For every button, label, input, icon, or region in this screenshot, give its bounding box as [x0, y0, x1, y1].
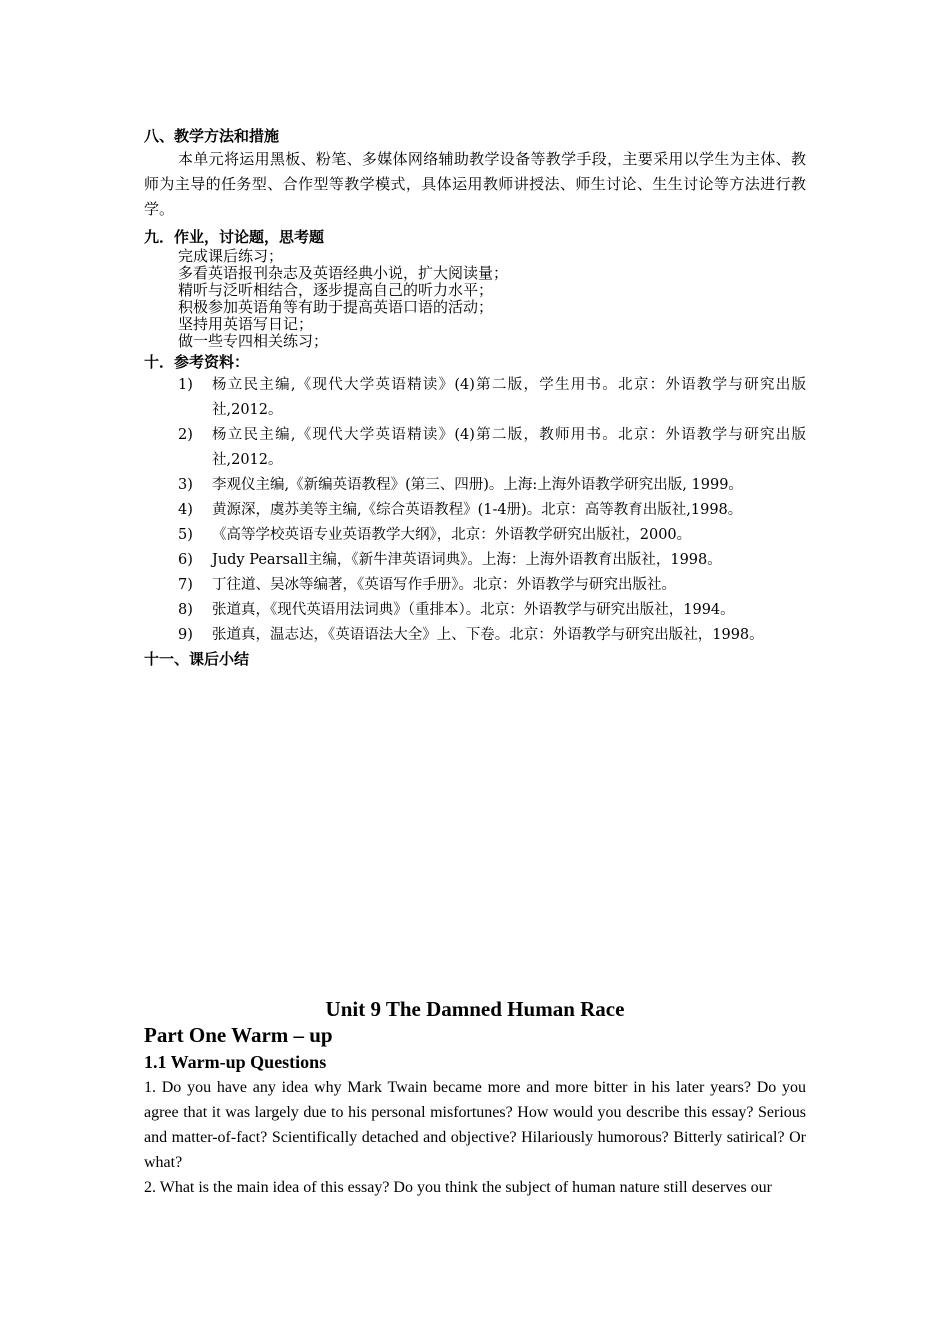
section-8 [144, 125, 806, 222]
homework-item: 完成课后练习； [178, 247, 284, 265]
reference-number: 9) [178, 627, 193, 643]
reference-item [144, 548, 806, 573]
reference-list [144, 373, 806, 648]
reference-text: 张道真，温志达，《英语语法大全》上、下卷。北京：外语教学与研究出版社，1998。 [212, 627, 764, 643]
reference-text: Judy Pearsall主编，《新牛津英语词典》。上海：上海外语教育出版社，1998。 [212, 552, 722, 568]
reference-item [144, 623, 806, 648]
homework-item: 精听与泛听相结合，逐步提高自己的听力水平； [178, 281, 494, 299]
reference-number: 8) [178, 602, 193, 618]
part-title: Part One Warm – up [144, 1023, 333, 1047]
reference-number: 7) [178, 577, 193, 593]
section-10-heading: 十．参考资料： [144, 353, 250, 371]
reference-item [144, 573, 806, 598]
section-11-heading: 十一、课后小结 [144, 650, 250, 668]
homework-item: 做一些专四相关练习； [178, 332, 329, 350]
reference-number: 3) [178, 477, 193, 493]
reference-item [144, 473, 806, 498]
reference-text: 丁往道、吴冰等编著，《英语写作手册》。北京：外语教学与研究出版社。 [212, 577, 676, 593]
reference-number: 1) [178, 377, 193, 393]
reference-text: 杨立民主编,《现代大学英语精读》(4)第二版，教师用书。北京：外语教学与研究出版社,2012。 [212, 427, 806, 468]
unit-title: Unit 9 The Damned Human Race [325, 997, 625, 1021]
section-9-heading: 九．作业，讨论题，思考题 [144, 228, 325, 246]
reference-item [144, 598, 806, 623]
reference-number: 4) [178, 502, 193, 518]
reference-text: 杨立民主编,《现代大学英语精读》(4)第二版，学生用书。北京：外语教学与研究出版社,2012。 [212, 377, 806, 418]
reference-number: 2) [178, 427, 193, 443]
warm-up-question: 2. What is the main idea of this essay? Do you think the subject of human nature still deserves our [144, 1179, 773, 1196]
homework-item: 多看英语报刊杂志及英语经典小说，扩大阅读量； [178, 264, 509, 282]
section-8-heading: 八、教学方法和措施 [144, 127, 280, 145]
reference-number: 6) [178, 552, 193, 568]
reference-item [144, 373, 806, 423]
warm-up-question: 1. Do you have any idea why Mark Twain became more and more bitter in his later years? Do you agree that it was largely due to his personal misfortunes? How would you describe this essay? Serious and matter-of-fact? Scientifically detached and objective? Hilariously humorous? Bitterly satirical? Or what? [144, 1079, 806, 1171]
homework-item: 坚持用英语写日记； [178, 315, 314, 333]
reference-text: 《高等学校英语专业英语教学大纲》，北京：外语教学研究出版社，2000。 [212, 527, 692, 543]
unit-body [144, 1021, 806, 1200]
reference-item [144, 523, 806, 548]
section-8-body: 本单元将运用黑板、粉笔、多媒体网络辅助教学设备等教学手段，主要采用以学生为主体、教师为主导的任务型、合作型等教学模式，具体运用教师讲授法、师生讨论、生生讨论等方法进行教学。 [144, 150, 806, 218]
sub-title: 1.1 Warm-up Questions [144, 1052, 327, 1072]
reference-text: 黄源深，虞苏美等主编,《综合英语教程》(1-4册)。北京：高等教育出版社,1998。 [212, 502, 743, 518]
homework-list [144, 248, 806, 350]
reference-text: 张道真，《现代英语用法词典》（重排本）。北京：外语教学与研究出版社，1994。 [212, 602, 735, 618]
section-10 [144, 351, 806, 670]
section-9 [144, 226, 806, 350]
reference-number: 5) [178, 527, 193, 543]
homework-item: 积极参加英语角等有助于提高英语口语的活动； [178, 298, 494, 316]
reference-item [144, 498, 806, 523]
reference-item [144, 423, 806, 473]
reference-text: 李观仪主编,《新编英语教程》(第三、四册)。上海:上海外语教学研究出版, 1999。 [212, 477, 743, 493]
